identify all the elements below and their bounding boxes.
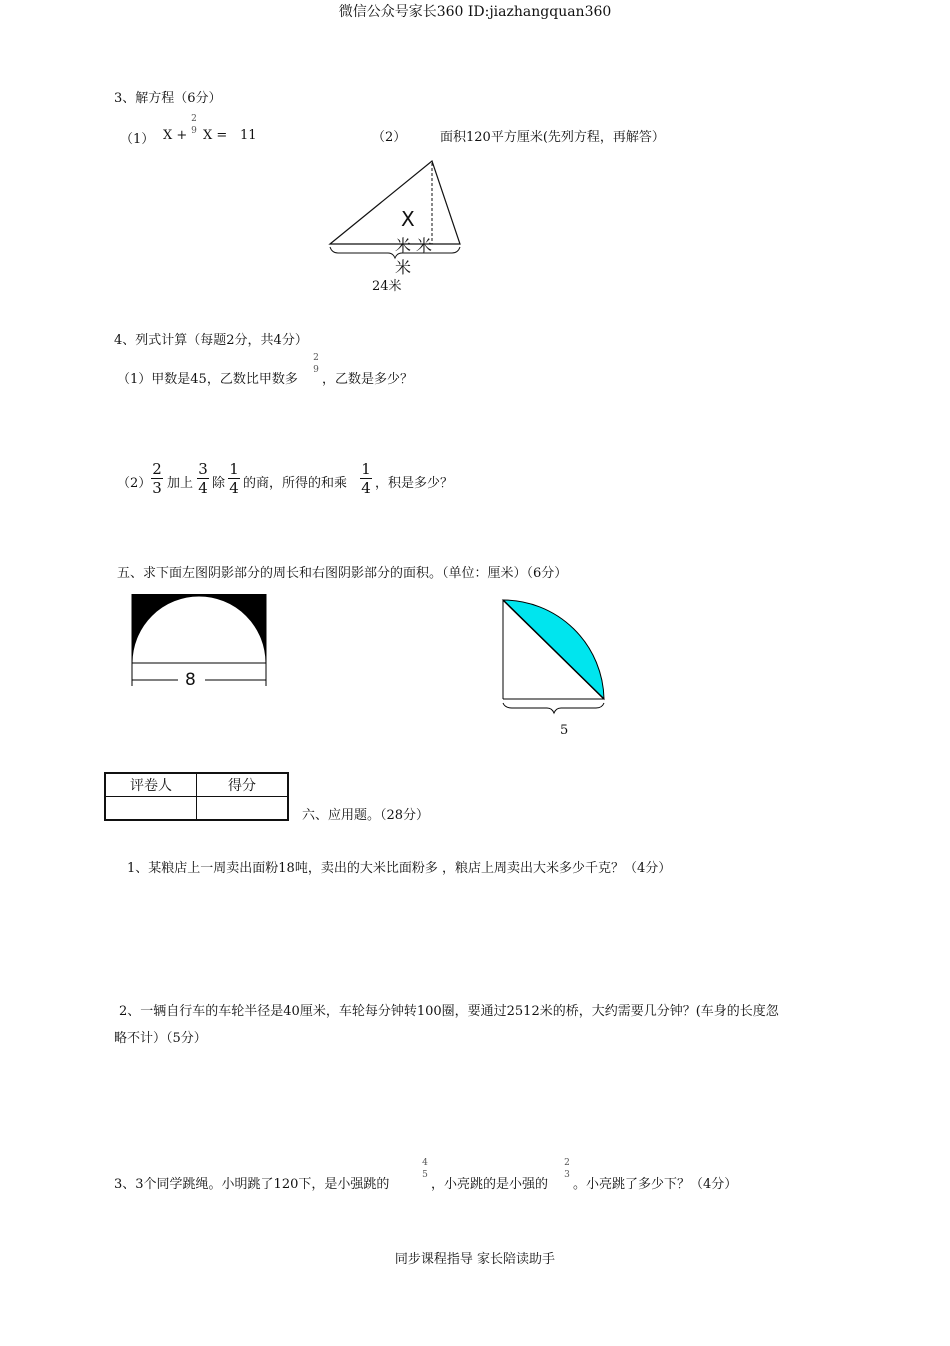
s4-q1-frac-num: 2 — [313, 353, 319, 363]
s4-q2-f3-den: 4 — [229, 479, 239, 497]
s4-q2-text-1: 加上 — [167, 476, 194, 491]
right-shaded-segment — [503, 600, 604, 699]
triangle-unit-a: 米 — [395, 236, 412, 255]
score-table — [104, 772, 289, 821]
eq1-label: （1） — [120, 132, 155, 147]
section5-title: 五、求下面左图阴影部分的周长和右图阴影部分的面积。（单位：厘米）（6分） — [117, 566, 568, 581]
score-col-reviewer: 评卷人 — [105, 773, 197, 797]
s4-q2-f2-den: 4 — [198, 479, 208, 497]
s4-q1-prefix: （1）甲数是45，乙数比甲数多 — [117, 372, 298, 387]
triangle-base-label: 24米 — [372, 279, 402, 294]
eq1-rhs: X = — [203, 128, 228, 143]
eq2-text: 面积120平方厘米(先列方程，再解答） — [440, 130, 665, 145]
s6-q3-part2: ，小亮跳的是小强的 — [431, 1177, 549, 1192]
eq1-frac-num: 2 — [191, 114, 197, 124]
right-brace — [503, 703, 604, 713]
s6-q2-line1: 2、一辆自行车的车轮半径是40厘米，车轮每分钟转100圈，要通过2512米的桥，大约需要几分钟？(车身的长度忽 — [119, 1004, 779, 1019]
eq1-frac-den: 9 — [191, 126, 197, 136]
s4-q2-f3-num: 1 — [229, 460, 239, 478]
triangle-shape — [330, 161, 460, 244]
s6-q3-part3: 。小亮跳了多少下？（4分） — [573, 1177, 738, 1192]
s6-q1: 1、某粮店上一周卖出面粉18吨，卖出的大米比面粉多 ，粮店上周卖出大米多少千克？（4分） — [127, 861, 672, 876]
right-dim-label: 5 — [560, 723, 569, 738]
page-header: 微信公众号家长360 ID:jiazhangquan360 — [338, 4, 612, 20]
left-semicircle-arc — [132, 596, 266, 663]
s4-q2-f1-den: 3 — [152, 479, 162, 497]
s4-q2-text-3: 的商，所得的和乘 — [243, 476, 348, 491]
score-col-score: 得分 — [197, 773, 289, 797]
left-dim-label: 8 — [185, 670, 196, 690]
page-footer: 同步课程指导 家长陪读助手 — [394, 1252, 556, 1267]
eq1-value: 11 — [240, 128, 257, 143]
s4-q2-text-2: 除 — [212, 476, 226, 491]
right-diagonal — [503, 600, 604, 699]
s6-q3-f2-den: 3 — [564, 1170, 570, 1180]
s4-q1-suffix: ，乙数是多少？ — [322, 372, 414, 387]
triangle-unit-b: 米 — [416, 236, 433, 255]
s6-q3-f1-den: 5 — [422, 1170, 428, 1180]
s4-q2-f1-num: 2 — [152, 460, 162, 478]
section6-title: 六、应用题。（28分） — [302, 808, 430, 823]
triangle-height-label: X — [401, 207, 415, 231]
s6-q2-line2: 略不计）（5分） — [114, 1031, 207, 1046]
s4-q2-f4-den: 4 — [361, 479, 371, 497]
s4-q2-text-4: ，积是多少？ — [375, 476, 454, 491]
s6-q3-f1-num: 4 — [422, 1158, 428, 1168]
section4-title: 4、列式计算（每题2分，共4分） — [114, 333, 308, 348]
eq1-lhs: X + — [163, 128, 188, 143]
s6-q3-f2-num: 2 — [564, 1158, 570, 1168]
s4-q2-f4-num: 1 — [361, 460, 371, 478]
triangle-unit-c: 米 — [395, 258, 412, 277]
section3-title: 3、解方程（6分） — [114, 91, 222, 106]
s4-q1-frac-den: 9 — [313, 365, 319, 375]
eq2-label: （2） — [372, 130, 407, 145]
score-cell-score[interactable] — [197, 797, 289, 821]
s4-q2-f2-num: 3 — [198, 460, 208, 478]
left-shaded-region — [132, 594, 266, 663]
s4-q2-label: （2） — [117, 476, 152, 491]
score-cell-reviewer[interactable] — [105, 797, 197, 821]
s6-q3-part1: 3、3个同学跳绳。小明跳了120下，是小强跳的 — [114, 1177, 390, 1192]
